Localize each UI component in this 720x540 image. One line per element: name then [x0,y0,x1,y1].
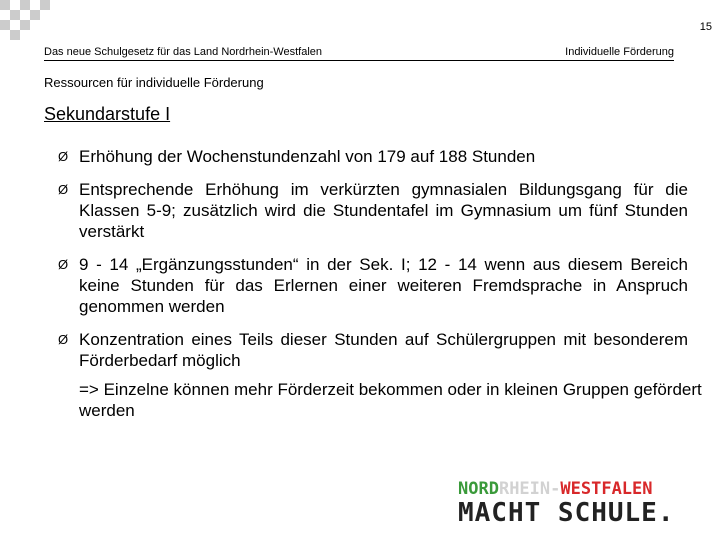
logo-line-1 [458,480,675,498]
conclusion-note: => Einzelne können mehr Förderzeit bekommen oder in kleinen Gruppen gefördert werden [79,380,702,420]
logo-line-2: MACHT SCHULE. [458,498,675,528]
decorative-squares [0,0,60,45]
section-heading: Sekundarstufe I [44,104,171,124]
bullet-text: Konzentration eines Teils dieser Stunden auf Schülergruppen mit besonderem Förderbedarf möglich [79,330,688,370]
slide-subtitle: Ressourcen für individuelle Förderung [44,75,264,90]
bullet-item [58,254,688,317]
arrow-bullet-icon: Ø [58,257,69,272]
header-topic: Individuelle Förderung [565,46,674,58]
arrow-bullet-icon: Ø [58,149,69,164]
bullet-item [58,329,688,371]
page-number: 15 [699,21,712,33]
bullet-item [58,179,688,242]
bullet-text: Erhöhung der Wochenstundenzahl von 179 auf 188 Stunden [79,147,536,166]
logo-westfalen: WESTFALEN [560,479,653,499]
bullet-list [58,146,688,383]
logo-rhein: RHEIN [498,479,551,499]
logo-dash: - [550,479,561,499]
bullet-text: 9 - 14 „Ergänzungsstunden“ in der Sek. I; 12 - 14 wenn aus diesem Bereich keine Stunden für das Erlernen einer weiteren Fremdsprache in Anspruch genommen werden [79,255,688,316]
arrow-bullet-icon: Ø [58,182,69,197]
header-title: Das neue Schulgesetz für das Land Nordrhein-Westfalen [44,46,323,58]
bullet-item [58,146,688,167]
arrow-bullet-icon: Ø [58,332,69,347]
nrw-logo [458,480,675,528]
bullet-text: Entsprechende Erhöhung im verkürzten gymnasialen Bildungsgang für die Klassen 5-9; zusätzlich wird die Stundentafel im Gymnasium um fünf Stunden verstärkt [79,180,688,241]
logo-nord: NORD [458,479,499,499]
slide-header [44,46,674,61]
